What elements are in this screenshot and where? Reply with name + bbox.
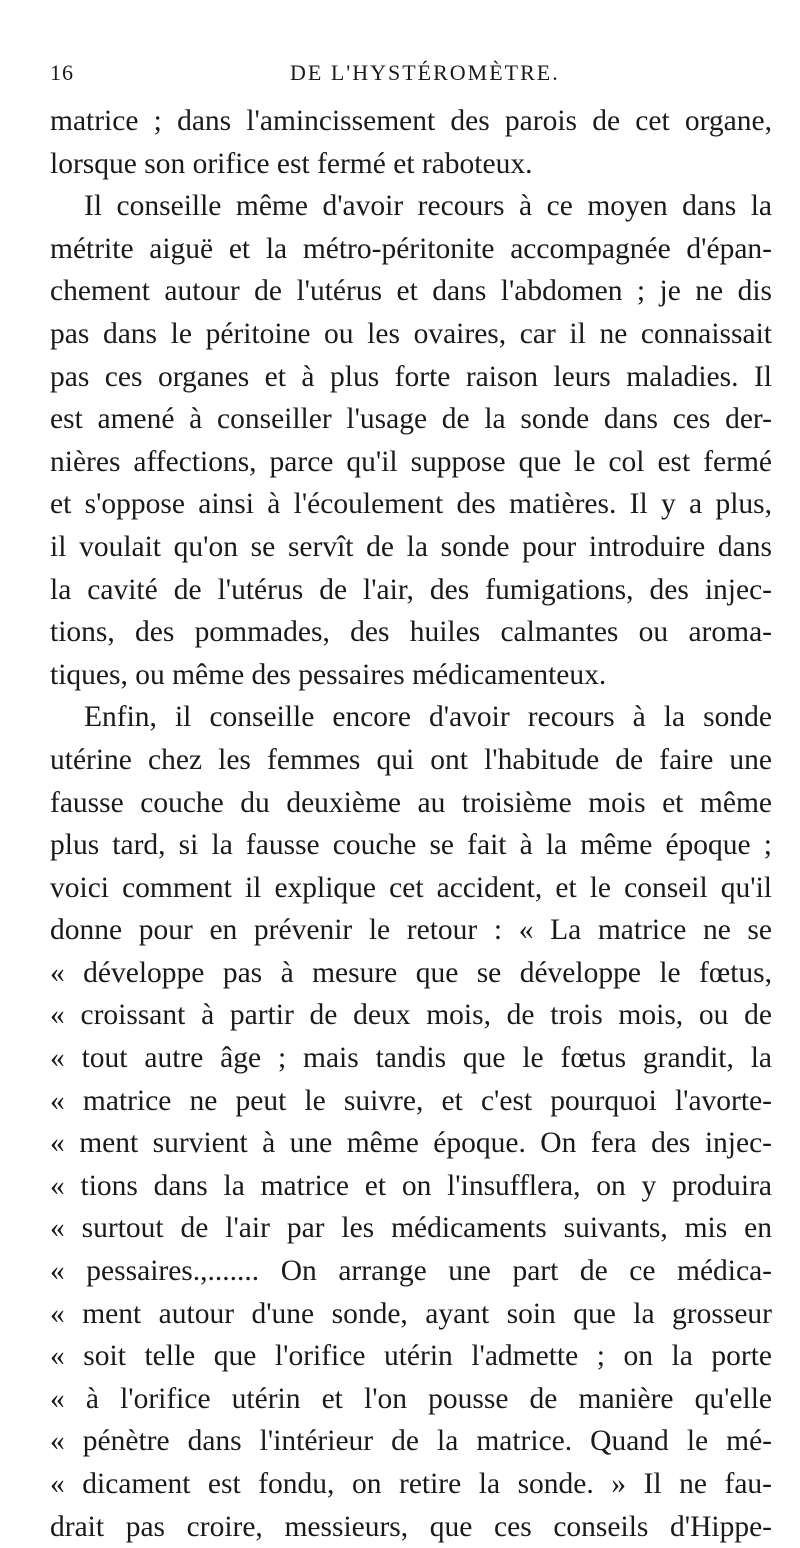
text-line: la cavité de l'utérus de l'air, des fumigations, des injec-	[50, 573, 772, 606]
text-line: Il conseille même d'avoir recours à ce moyen dans la	[84, 190, 772, 223]
text-line: « croissant à partir de deux mois, de trois mois, ou de	[50, 999, 772, 1032]
text-line: pas dans le péritoine ou les ovaires, car il ne connaissait	[50, 317, 772, 350]
text-line: pas ces organes et à plus forte raison leurs maladies. Il	[50, 360, 772, 393]
text-line: il voulait qu'on se servît de la sonde pour introduire dans	[50, 530, 772, 563]
text-line: utérine chez les femmes qui ont l'habitude de faire une	[50, 743, 772, 776]
book-page	[50, 60, 772, 1548]
text-line: matrice ; dans l'amincissement des parois de cet organe,	[50, 105, 772, 137]
text-line: donne pour en prévenir le retour : « La matrice ne se	[50, 914, 772, 947]
text-line: « dicament est fondu, on retire la sonde. » Il ne fau-	[50, 1468, 772, 1500]
text-line: « matrice ne peut le suivre, et c'est pourquoi l'avorte-	[50, 1084, 772, 1117]
running-title: DE L'HYSTÉROMÈTRE.	[290, 60, 560, 85]
text-line: plus tard, si la fausse couche se fait à la même époque ;	[50, 829, 772, 862]
text-line: « pénètre dans l'intérieur de la matrice. Quand le mé-	[50, 1425, 772, 1458]
text-line: « à l'orifice utérin et l'on pousse de manière qu'elle	[50, 1382, 772, 1415]
text-line: voici comment il explique cet accident, et le conseil qu'il	[50, 871, 772, 904]
text-line: « développe pas à mesure que se développe le fœtus,	[50, 956, 772, 989]
text-line: tiques, ou même des pessaires médicamenteux.	[50, 658, 607, 691]
text-line: est amené à conseiller l'usage de la sonde dans ces der-	[50, 403, 772, 436]
text-line: lorsque son orifice est fermé et raboteux.	[50, 147, 533, 180]
body-text	[50, 100, 772, 1548]
text-line: « tout autre âge ; mais tandis que le fœtus grandit, la	[50, 1042, 772, 1075]
text-line: « pessaires.,....... On arrange une part de ce médica-	[50, 1255, 772, 1288]
text-line: fausse couche du deuxième au troisième mois et même	[50, 786, 772, 819]
text-line: Enfin, il conseille encore d'avoir recours à la sonde	[84, 701, 772, 734]
text-line: et s'oppose ainsi à l'écoulement des matières. Il y a plus,	[50, 488, 772, 521]
text-line: « tions dans la matrice et on l'insufflera, on y produira	[50, 1169, 772, 1202]
text-line: « ment autour d'une sonde, ayant soin que la grosseur	[50, 1297, 772, 1330]
text-line: tions, des pommades, des huiles calmantes ou aroma-	[50, 616, 772, 649]
page-number: 16	[50, 60, 74, 85]
text-line: nières affections, parce qu'il suppose que le col est fermé	[50, 445, 772, 478]
text-line: « ment survient à une même époque. On fera des injec-	[50, 1127, 772, 1160]
text-line: métrite aiguë et la métro-péritonite accompagnée d'épan-	[50, 232, 772, 265]
page-header	[50, 60, 772, 100]
text-line: « soit telle que l'orifice utérin l'admette ; on la porte	[50, 1340, 772, 1373]
text-line: chement autour de l'utérus et dans l'abdomen ; je ne dis	[50, 275, 772, 308]
text-line: drait pas croire, messieurs, que ces conseils d'Hippe-	[50, 1510, 772, 1543]
text-line: « surtout de l'air par les médicaments suivants, mis en	[50, 1212, 772, 1245]
